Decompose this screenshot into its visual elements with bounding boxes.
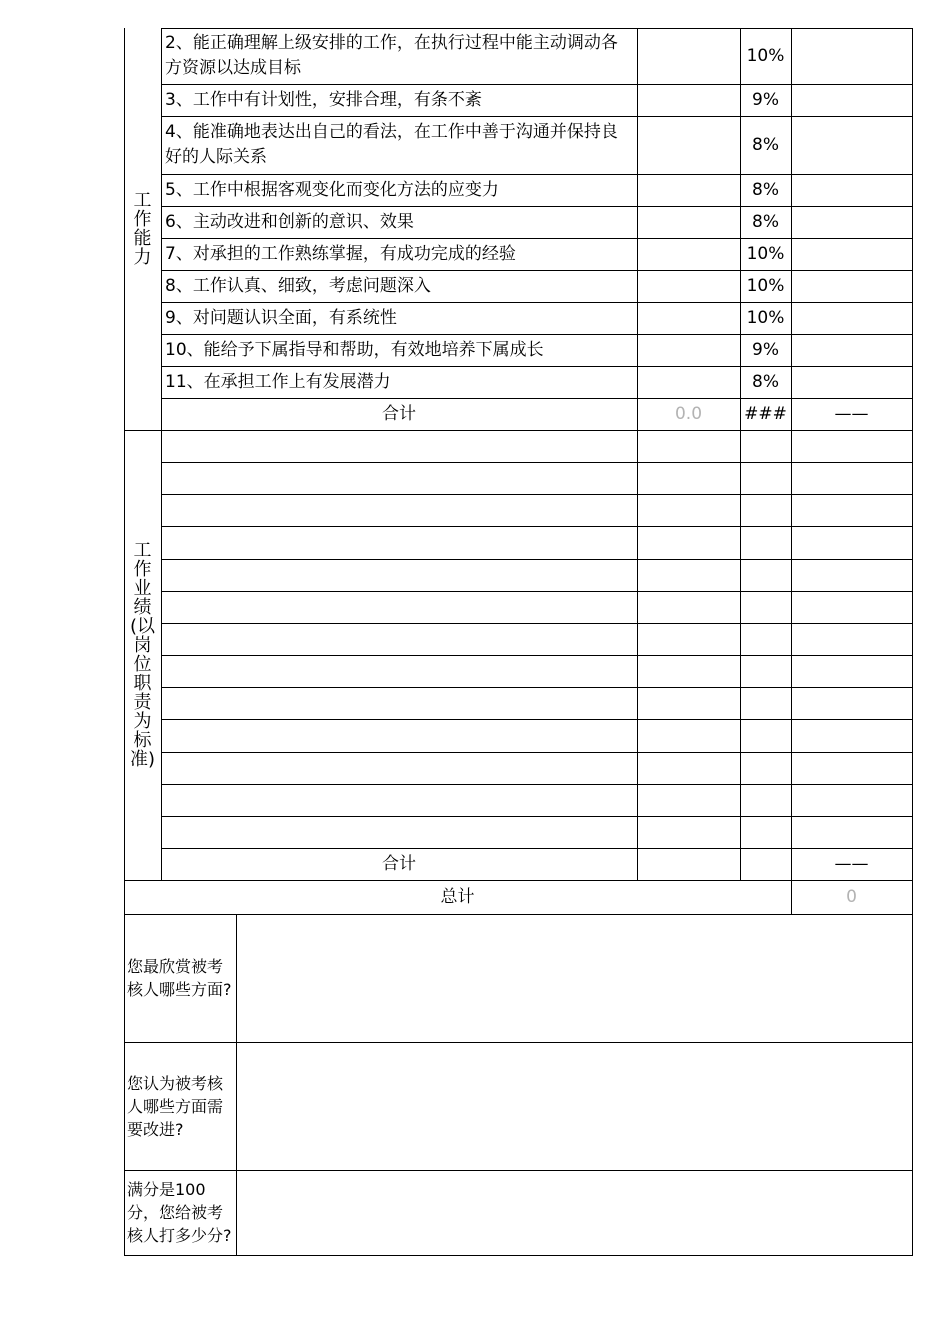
ability-item-weight: 10% <box>746 45 785 66</box>
ability-item-remark[interactable] <box>791 334 912 366</box>
performance-item-text[interactable] <box>161 494 637 526</box>
grid-line-horizontal <box>161 559 913 560</box>
performance-item-score[interactable] <box>637 655 740 687</box>
ability-item-weight: 8% <box>752 134 779 155</box>
answer-field-q2[interactable] <box>236 1042 912 1170</box>
question-label-q1: 您最欣赏被考核人哪些方面? <box>127 957 232 999</box>
grid-line-horizontal <box>161 206 913 207</box>
grid-line-horizontal <box>124 1042 913 1043</box>
ability-item-weight: 8% <box>752 179 779 200</box>
ability-subtotal-weight: ### <box>744 403 787 424</box>
performance-item-weight[interactable] <box>740 816 791 848</box>
question-label-q2: 您认为被考核人哪些方面需要改进? <box>127 1073 224 1139</box>
performance-item-weight[interactable] <box>740 494 791 526</box>
performance-item-score[interactable] <box>637 526 740 558</box>
performance-item-weight[interactable] <box>740 752 791 784</box>
performance-item-text[interactable] <box>161 526 637 558</box>
grid-line-horizontal <box>161 623 913 624</box>
performance-item-text[interactable] <box>161 816 637 848</box>
grid-line-vertical <box>740 28 741 881</box>
performance-item-remark[interactable] <box>791 816 912 848</box>
performance-item-remark[interactable] <box>791 591 912 623</box>
table-border-right <box>912 28 913 1256</box>
performance-item-text[interactable] <box>161 623 637 655</box>
grid-line-horizontal <box>161 848 913 849</box>
section-label-ability: 工作能力 <box>133 190 152 268</box>
performance-item-text[interactable] <box>161 687 637 719</box>
performance-item-score[interactable] <box>637 623 740 655</box>
ability-item-score[interactable] <box>637 84 740 116</box>
performance-item-weight[interactable] <box>740 623 791 655</box>
performance-item-text[interactable] <box>161 430 637 462</box>
grid-line-horizontal <box>161 84 913 85</box>
ability-item-text: 7、对承担的工作熟练掌握，有成功完成的经验 <box>165 243 516 264</box>
ability-item-weight: 9% <box>752 339 779 360</box>
ability-item-score[interactable] <box>637 174 740 206</box>
performance-item-remark[interactable] <box>791 526 912 558</box>
performance-item-text[interactable] <box>161 784 637 816</box>
ability-item-weight: 10% <box>746 275 785 296</box>
grid-line-horizontal <box>161 116 913 117</box>
performance-item-weight[interactable] <box>740 687 791 719</box>
grid-line-horizontal <box>124 914 913 915</box>
ability-subtotal-remark: —— <box>834 403 869 424</box>
performance-item-score[interactable] <box>637 687 740 719</box>
performance-item-remark[interactable] <box>791 430 912 462</box>
performance-item-remark[interactable] <box>791 687 912 719</box>
performance-subtotal-score <box>637 848 740 880</box>
ability-item-weight: 8% <box>752 371 779 392</box>
performance-item-score[interactable] <box>637 784 740 816</box>
grid-line-horizontal <box>161 238 913 239</box>
grid-line-horizontal <box>161 302 913 303</box>
grid-line-horizontal <box>161 462 913 463</box>
grid-line-horizontal <box>161 270 913 271</box>
grand-total-label: 总计 <box>440 886 475 907</box>
ability-item-score[interactable] <box>637 238 740 270</box>
section-label-performance: 工作业绩(以岗位职责为标准) <box>129 540 156 770</box>
ability-item-remark[interactable] <box>791 302 912 334</box>
performance-item-weight[interactable] <box>740 784 791 816</box>
answer-field-q1[interactable] <box>236 914 912 1042</box>
performance-item-remark[interactable] <box>791 752 912 784</box>
performance-item-remark[interactable] <box>791 655 912 687</box>
performance-item-weight[interactable] <box>740 462 791 494</box>
ability-subtotal-score: 0.0 <box>674 403 703 424</box>
performance-item-score[interactable] <box>637 462 740 494</box>
ability-item-score[interactable] <box>637 302 740 334</box>
grid-line-horizontal <box>124 430 913 431</box>
performance-item-score[interactable] <box>637 816 740 848</box>
performance-item-text[interactable] <box>161 752 637 784</box>
ability-item-remark[interactable] <box>791 238 912 270</box>
performance-item-remark[interactable] <box>791 494 912 526</box>
table-border-bottom <box>124 1255 913 1256</box>
grid-line-horizontal <box>161 655 913 656</box>
performance-item-weight[interactable] <box>740 591 791 623</box>
ability-item-score[interactable] <box>637 28 740 84</box>
performance-item-score[interactable] <box>637 719 740 751</box>
performance-subtotal-label: 合计 <box>382 853 416 874</box>
ability-item-weight: 8% <box>752 211 779 232</box>
grid-line-vertical <box>637 28 638 881</box>
ability-item-text: 10、能给予下属指导和帮助，有效地培养下属成长 <box>165 339 544 360</box>
ability-item-weight: 10% <box>746 243 785 264</box>
performance-item-remark[interactable] <box>791 462 912 494</box>
performance-item-text[interactable] <box>161 462 637 494</box>
ability-item-weight: 9% <box>752 89 779 110</box>
ability-item-text: 2、能正确理解上级安排的工作，在执行过程中能主动调动各方资源以达成目标 <box>165 33 618 78</box>
ability-item-score[interactable] <box>637 270 740 302</box>
grid-line-horizontal <box>161 719 913 720</box>
ability-item-text: 5、工作中根据客观变化而变化方法的应变力 <box>165 179 499 200</box>
grid-line-vertical <box>161 28 162 881</box>
grid-line-horizontal <box>161 526 913 527</box>
grid-line-horizontal <box>161 398 913 399</box>
ability-item-remark[interactable] <box>791 206 912 238</box>
performance-item-weight[interactable] <box>740 655 791 687</box>
performance-item-text[interactable] <box>161 655 637 687</box>
grid-line-horizontal <box>161 816 913 817</box>
grid-line-horizontal <box>161 494 913 495</box>
ability-item-score[interactable] <box>637 116 740 174</box>
grid-line-horizontal <box>161 784 913 785</box>
ability-item-remark[interactable] <box>791 366 912 398</box>
grand-total-value: 0 <box>846 886 857 907</box>
performance-subtotal-weight <box>740 848 791 880</box>
ability-item-weight: 10% <box>746 307 785 328</box>
ability-item-remark[interactable] <box>791 28 912 84</box>
question-label-q3: 满分是100分，您给被考核人打多少分? <box>127 1180 232 1245</box>
performance-item-text[interactable] <box>161 591 637 623</box>
table-border-left <box>124 28 125 1256</box>
grid-line-horizontal <box>124 880 913 881</box>
performance-item-remark[interactable] <box>791 623 912 655</box>
ability-item-text: 11、在承担工作上有发展潜力 <box>165 371 391 392</box>
grid-line-horizontal <box>161 687 913 688</box>
performance-item-weight[interactable] <box>740 559 791 591</box>
ability-item-remark[interactable] <box>791 84 912 116</box>
grid-line-horizontal <box>161 752 913 753</box>
performance-item-score[interactable] <box>637 430 740 462</box>
performance-item-score[interactable] <box>637 752 740 784</box>
grid-line-horizontal <box>161 174 913 175</box>
grid-line-horizontal <box>161 366 913 367</box>
performance-item-remark[interactable] <box>791 784 912 816</box>
answer-field-q3[interactable] <box>236 1170 912 1255</box>
grid-line-horizontal <box>161 334 913 335</box>
ability-item-text: 9、对问题认识全面，有系统性 <box>165 307 397 328</box>
performance-item-text[interactable] <box>161 559 637 591</box>
ability-item-text: 6、主动改进和创新的意识、效果 <box>165 211 414 232</box>
performance-item-weight[interactable] <box>740 719 791 751</box>
performance-item-remark[interactable] <box>791 719 912 751</box>
performance-item-score[interactable] <box>637 591 740 623</box>
performance-item-score[interactable] <box>637 559 740 591</box>
table-border-top <box>161 28 913 29</box>
grid-line-vertical <box>791 28 792 915</box>
ability-item-remark[interactable] <box>791 116 912 174</box>
ability-item-remark[interactable] <box>791 174 912 206</box>
ability-subtotal-label: 合计 <box>382 403 416 424</box>
performance-item-score[interactable] <box>637 494 740 526</box>
grid-line-horizontal <box>124 1170 913 1171</box>
grid-line-vertical <box>236 914 237 1256</box>
grid-line-horizontal <box>161 591 913 592</box>
ability-item-score[interactable] <box>637 334 740 366</box>
performance-subtotal-remark: —— <box>834 853 869 874</box>
ability-item-score[interactable] <box>637 366 740 398</box>
performance-item-remark[interactable] <box>791 559 912 591</box>
ability-item-text: 4、能准确地表达出自己的看法，在工作中善于沟通并保持良好的人际关系 <box>165 122 618 167</box>
ability-item-score[interactable] <box>637 206 740 238</box>
ability-item-text: 3、工作中有计划性，安排合理，有条不紊 <box>165 89 482 110</box>
ability-item-text: 8、工作认真、细致，考虑问题深入 <box>165 275 431 296</box>
performance-item-text[interactable] <box>161 719 637 751</box>
performance-item-weight[interactable] <box>740 526 791 558</box>
performance-item-weight[interactable] <box>740 430 791 462</box>
ability-item-remark[interactable] <box>791 270 912 302</box>
